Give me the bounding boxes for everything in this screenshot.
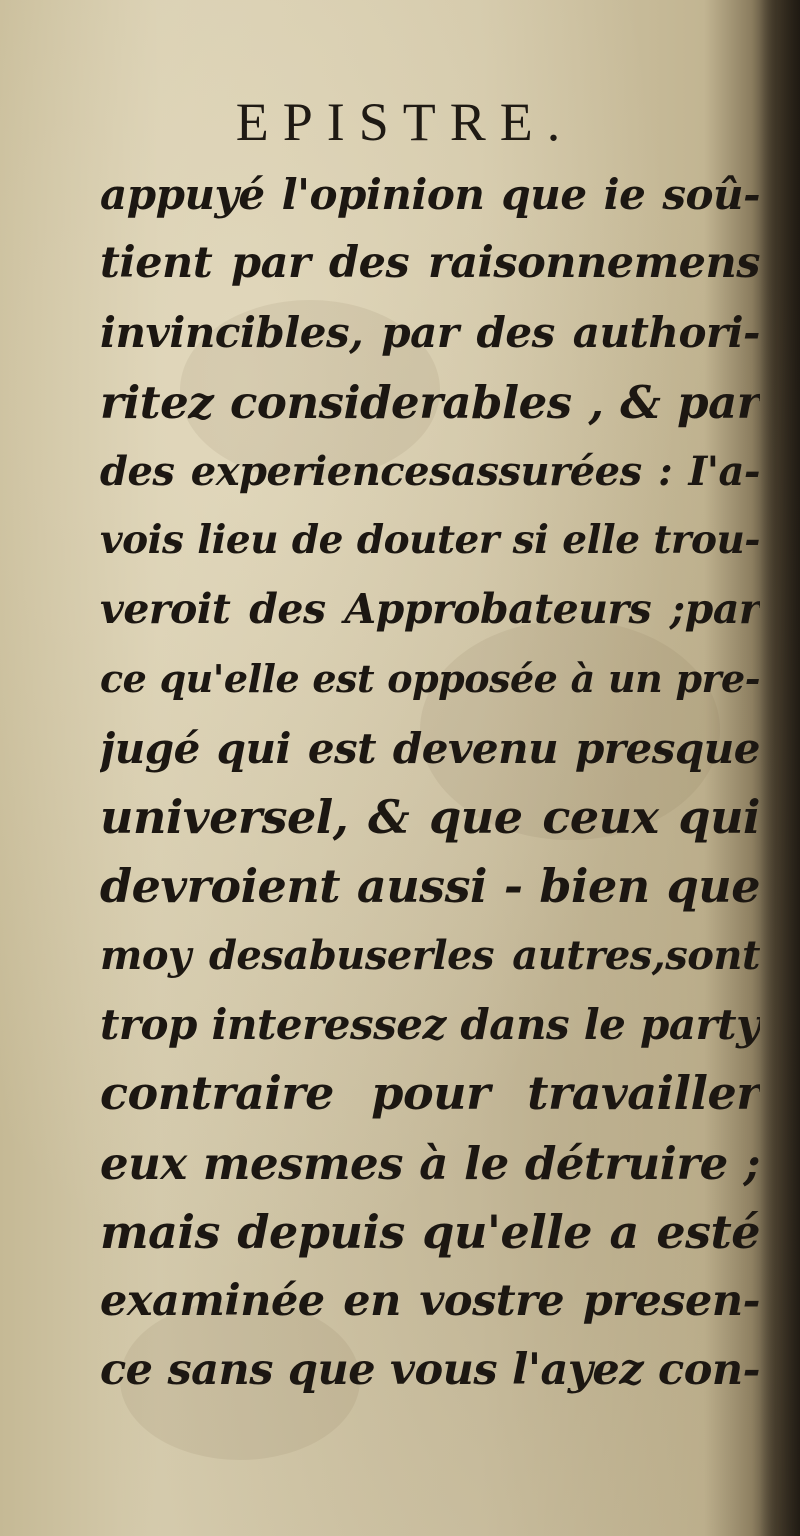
text-line: ritez considerables , & par — [100, 375, 760, 429]
text-line: appuyé l'opinion que ie soû- — [100, 170, 760, 219]
text-line: contraire pour travailler — [100, 1066, 760, 1121]
text-line: tient par des raisonnemens — [100, 238, 760, 289]
text-line: moy desabuserles autres,sont — [100, 932, 760, 980]
text-line: mais depuis qu'elle a esté — [100, 1204, 760, 1259]
text-line: devroient aussi - bien que — [100, 858, 760, 913]
text-block — [100, 160, 760, 1405]
text-line: trop interessez dans le party — [100, 1000, 760, 1050]
text-line: universel, & que ceux qui — [100, 789, 760, 844]
text-line: veroit des Approbateurs ;par — [100, 585, 760, 634]
running-head: EPISTRE. — [235, 92, 575, 152]
text-line: ce qu'elle est opposée à un pre- — [100, 656, 760, 702]
text-line: vois lieu de douter si elle trou- — [100, 516, 760, 563]
text-line: eux mesmes à le détruire ; — [100, 1136, 760, 1190]
text-line: ce sans que vous l'ayez con- — [100, 1345, 760, 1396]
text-line: invincibles, par des authori- — [100, 308, 760, 358]
text-line: des experiencesassurées : I'a- — [100, 447, 760, 495]
text-line: examinée en vostre presen- — [100, 1276, 760, 1326]
page-gutter-shadow — [760, 0, 800, 1536]
text-line: jugé qui est devenu presque — [100, 723, 760, 773]
